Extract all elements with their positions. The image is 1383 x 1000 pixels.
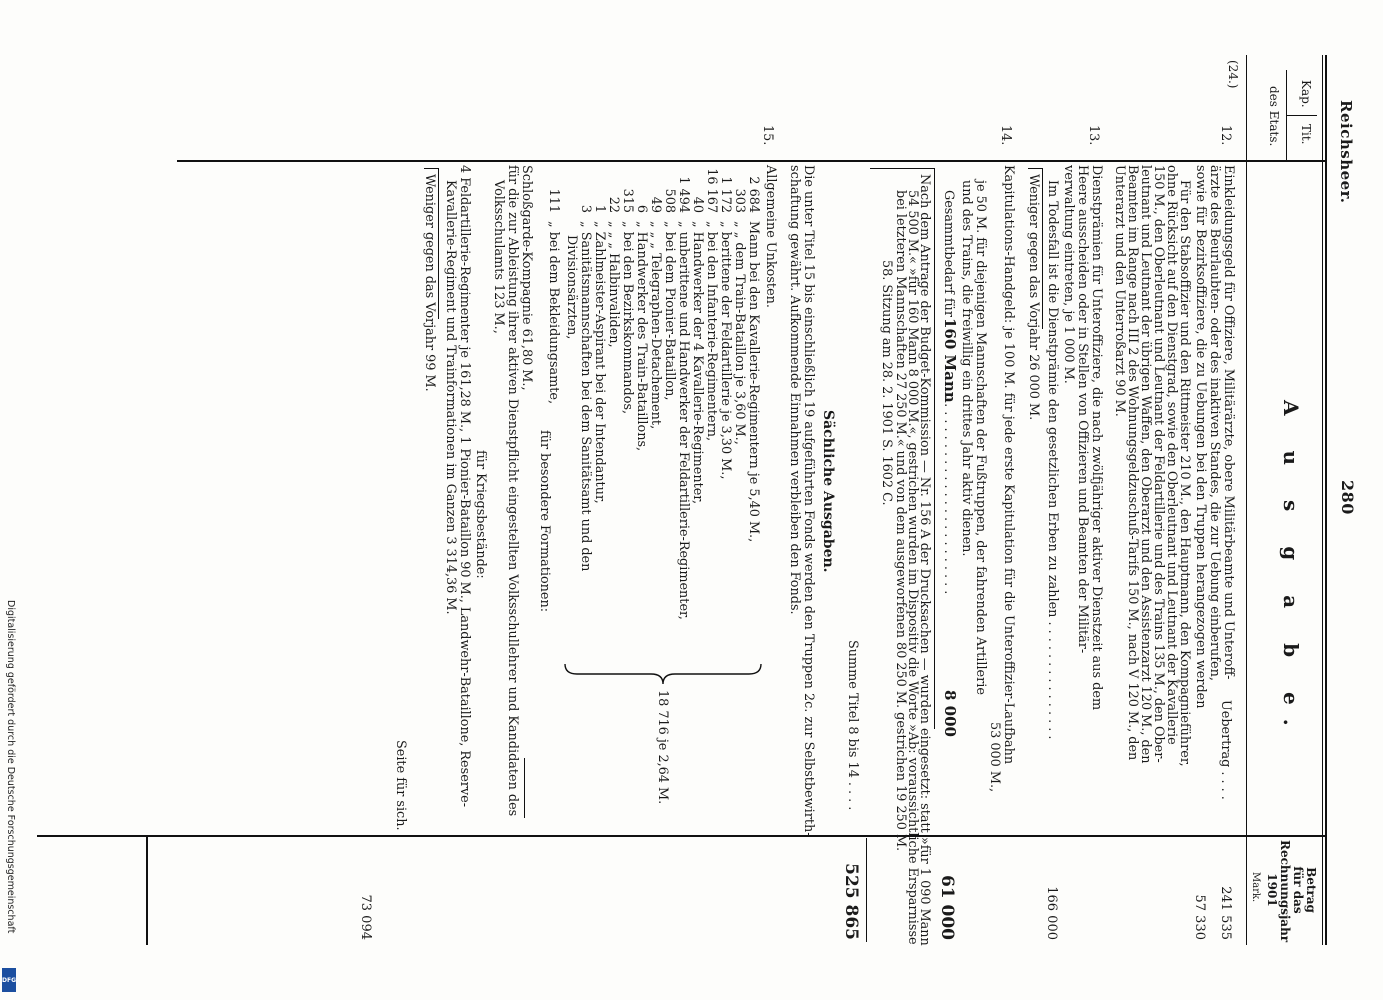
section-title: A u s g a b e. xyxy=(1279,400,1303,740)
t12-line-5: ohne Rücksicht auf den Dienstgrad, sowie den Oberleutnant und Leutnant der Kavallerie xyxy=(1164,165,1179,745)
t15-row-text: Mann bei den Kavallerie-Regimentern je 5,40 M., xyxy=(746,221,761,543)
t15-special-1: Schloßgarde-Kompagnie 61,80 M., xyxy=(519,165,534,391)
t15-row-n: 6 xyxy=(634,204,649,213)
intro-line-1: Die unter Titel 15 bis einschließlich 19 aufgeführten Fonds werden den Truppen 2c. zur Selbstbewirth- xyxy=(801,165,816,837)
t14-line-4: und des Trains, die freiwillig ein drittes Jahr aktiv dienen. xyxy=(959,180,974,557)
t15-note: Weniger gegen das Vorjahr 99 M. xyxy=(422,174,437,392)
t15-row-text: „ Zahlmeister-Aspirant bei der Intendantur, xyxy=(592,221,607,504)
t15-row-n: 3 xyxy=(578,204,593,213)
t12-line-1: Einkleidungsgeld für Offiziere, Militärärzte, obere Militärbeamte und Unteroff- xyxy=(1221,165,1236,680)
t15-row-text: „ „ „ Telegraphen-Detachement, xyxy=(648,221,663,430)
t13-line-2: Heere ausscheiden oder in Stellen von Offizieren und Beamten der Militär- xyxy=(1075,165,1090,654)
t15-title: Allgemeine Unkosten. xyxy=(763,165,778,308)
t15-special-2: für die zur Ableistung ihrer aktiven Dienstpflicht eingestellten Volksschullehrer und Kandidaten des xyxy=(505,165,520,817)
col-etats: des Etats. xyxy=(1267,86,1281,147)
t15-row-text: „ Handwerker der 4 Kavallerie-Regimenter, xyxy=(690,221,705,505)
t13-line-3: verwaltung eintreten, je 1 000 M. xyxy=(1061,165,1076,384)
t15-row-n: 303 xyxy=(732,188,747,213)
col-tit: Tit. xyxy=(1299,124,1313,145)
t15-row-n: 2 684 xyxy=(746,176,761,213)
seite-rule xyxy=(524,758,525,818)
col-betrag-4: 1901 xyxy=(1265,873,1279,907)
col-betrag-1: Betrag xyxy=(1304,867,1318,913)
t14-subtotal: 8 000 xyxy=(941,690,959,737)
t15-row-text: „ bei den Infanterie-Regimentern, xyxy=(704,221,719,442)
left-column-rule xyxy=(177,160,1327,162)
digitization-note xyxy=(2,600,16,995)
t13-amount: 166 000 xyxy=(1044,886,1059,940)
running-title: Reichsheer. xyxy=(1337,100,1355,204)
t12-amount: 57 330 xyxy=(1192,894,1207,940)
t15-row-text: Divisionsärzten, xyxy=(564,235,579,340)
t14-line-5: Gesammtbedarf für xyxy=(941,190,956,318)
t15-row-n: 315 xyxy=(620,188,635,213)
t15-row-text: „ „ „ Halbinvaliden, xyxy=(606,221,621,348)
tit-14-number: 14. xyxy=(998,125,1013,146)
header-bottom-rule xyxy=(1246,55,1247,945)
t15-row-n: 49 xyxy=(648,196,663,213)
t15-brace xyxy=(563,662,763,688)
t15-brace-total: 18 716 je 2,64 M. xyxy=(655,690,670,805)
kap-marker: (24.) xyxy=(1226,60,1240,89)
t15-seite: Seite für sich. xyxy=(393,740,408,831)
t14-dots: . . . . . . . . . . . . . . . . . . . . . . . . . xyxy=(941,395,956,595)
t15-row-n: 22 xyxy=(606,196,621,213)
dfg-logo-icon: DFG xyxy=(2,968,16,992)
t15-row-n: 1 xyxy=(592,204,607,213)
t15-row-text: „ Sanitätsmannschaften bei dem Sanitätsamt und den xyxy=(578,221,593,572)
uebertrag-amount: 241 535 xyxy=(1218,886,1233,940)
t15-row-text: „ bei dem Pionier-Bataillon, xyxy=(662,221,677,401)
header-sub-rule xyxy=(1286,70,1287,160)
page-number: 280 xyxy=(1338,480,1357,515)
t12-line-4: Für den Stabsoffizier und den Rittmeister 210 M., den Hauptmann, den Kompagnieführer, xyxy=(1177,180,1192,767)
col-betrag-3: Rechnungsjahr xyxy=(1278,840,1292,943)
t14-note-2: 54 500 M.« »für 160 Mann 8 000 M.«, gestrichen wurden im Dispositiv die Worte »Ab: voraussichtliche Ersparnisse xyxy=(905,190,920,945)
t14-note-4: 58. Sitzung am 28. 2. 1901 S. 1602 C. xyxy=(879,260,894,506)
t12-line-9: Unterarzt und den Unterroßarzt 90 M. xyxy=(1112,165,1127,417)
t15-row-text: „ unberittene und Handwerker der Feldartillerie-Regimenter, xyxy=(676,221,691,620)
t15-row-text: „ berittene der Feldartillerie je 3,30 M., xyxy=(718,221,733,480)
t15-row-n: 16 167 xyxy=(704,168,719,213)
t14-line-2: 53 000 M., xyxy=(987,722,1002,793)
t15-row-n: 111 xyxy=(546,188,561,213)
t14-line-3: je 50 M. für diejenigen Mannschaften der Fußtruppen, der fahrenden Artillerie xyxy=(973,180,988,695)
intro-line-2: schaftung gewährt. Aufkommende Einnahmen verbleiben den Fonds. xyxy=(787,165,802,615)
col-mark: Mark. xyxy=(1250,872,1261,903)
t15-special-title: für besondere Formationen: xyxy=(537,430,552,613)
t12-line-7: leutnant und Leutnant der übrigen Waffen, den Oberarzt und den Assistenzarzt 120 M., den xyxy=(1138,165,1153,764)
t14-amount: 61 000 xyxy=(937,874,957,940)
bottom-rule xyxy=(147,835,149,945)
t15-amount: 73 094 xyxy=(358,894,373,940)
t15-row-n: 508 xyxy=(662,188,677,213)
tit-12-number: 12. xyxy=(1218,125,1233,146)
t13-line-4: Im Todesfall ist die Dienstprämie den gesetzlichen Erben zu zahlen . . . . . . . . . . . . . . . xyxy=(1045,180,1060,740)
tit-13-number: 13. xyxy=(1086,125,1101,146)
t12-line-3: sowie für Bezirksoffiziere, die zu Uebungen bei den Truppen herangezogen werden xyxy=(1193,165,1208,709)
kap-tit-divider xyxy=(1287,115,1317,116)
tit-15-number: 15. xyxy=(760,125,775,146)
t15-kriegs-1: 4 Feldartillerie-Regimenter je 161,28 M., 1 Pionier-Bataillon 90 M., Landwehr-Bataillone, Reserve- xyxy=(457,165,472,808)
t15-row-n: 1 172 xyxy=(718,176,733,213)
top-rule xyxy=(1325,55,1327,945)
t15-row-text: „ bei den Bezirkskommandos, xyxy=(620,221,635,415)
t15-row-text: „ „ dem Train-Bataillon je 3,60 M., xyxy=(732,221,747,445)
summe-rule xyxy=(866,838,867,942)
digitization-note-text: Digitalisierung gefördert durch die Deutsche Forschungsgemeinschaft xyxy=(5,600,16,934)
t15-row-n: 40 xyxy=(690,196,705,213)
t12-line-8: Beamten im Range nach III 2 des Wohnungsgeldzuschuß-Tarifs 150 M., nach V 120 M., den xyxy=(1125,165,1140,761)
col-betrag xyxy=(1265,840,1318,943)
t12-line-6: 150 M., den Oberleutnant und Leutnant der Feldartillerie und des Trains 135 M., den Ober- xyxy=(1151,165,1166,763)
col-betrag-2: für das xyxy=(1291,866,1305,914)
t14-note-3: bei letzteren Mannschaften 27 250 M.« und von dem ausgeworfenen 80 250 M. gestrichen 19 250 M. xyxy=(893,190,908,852)
t14-line-1: Kapitulations-Handgeld: je 100 M. für jede erste Kapitulation für die Unteroffizier-Laufbahn xyxy=(1001,165,1016,765)
t15-row-text: „ bei dem Bekleidungsamte, xyxy=(546,221,561,405)
uebertrag-label: Uebertrag . . . . xyxy=(1218,700,1233,800)
t15-kriegs-2: Kavallerie-Regiment und Trainformationen im Ganzen 3 314,36 M. xyxy=(443,180,458,615)
t15-row-text: „ Handwerker des Train-Bataillons, xyxy=(634,221,649,452)
t13-note: Weniger gegen das Vorjahr 26 000 M. xyxy=(1026,174,1041,421)
t14-note-1: Nach dem Antrage der Budget-Kommission — Nr. 156 A der Drucksachen — wurden eingesetzt: statt »für 1 090 Mann xyxy=(917,174,932,946)
saechliche-title: Sächliche Ausgaben. xyxy=(820,410,836,573)
t13-line-1: Dienstprämien für Unteroffiziere, die nach zwölfjähriger aktiver Dienstzeit aus dem xyxy=(1089,165,1104,711)
right-column-rule xyxy=(37,835,1327,837)
summe-amount: 525 865 xyxy=(841,863,861,940)
t12-line-2: ärzte des Beurlaubten- oder des inaktiven Standes, die zur Uebung einberufen, xyxy=(1207,165,1222,681)
summe-label: Summe Titel 8 bis 14 . . . . xyxy=(845,640,860,811)
t15-kriegs-title: für Kriegsbestände: xyxy=(473,450,488,579)
top-rule-thin xyxy=(1322,55,1323,945)
col-kap: Kap. xyxy=(1299,80,1313,108)
t14-mann: 160 Mann xyxy=(941,318,959,403)
t15-row-n: 1 494 xyxy=(676,176,691,213)
t15-special-3: Volksschulamts 123 M., xyxy=(491,180,506,334)
